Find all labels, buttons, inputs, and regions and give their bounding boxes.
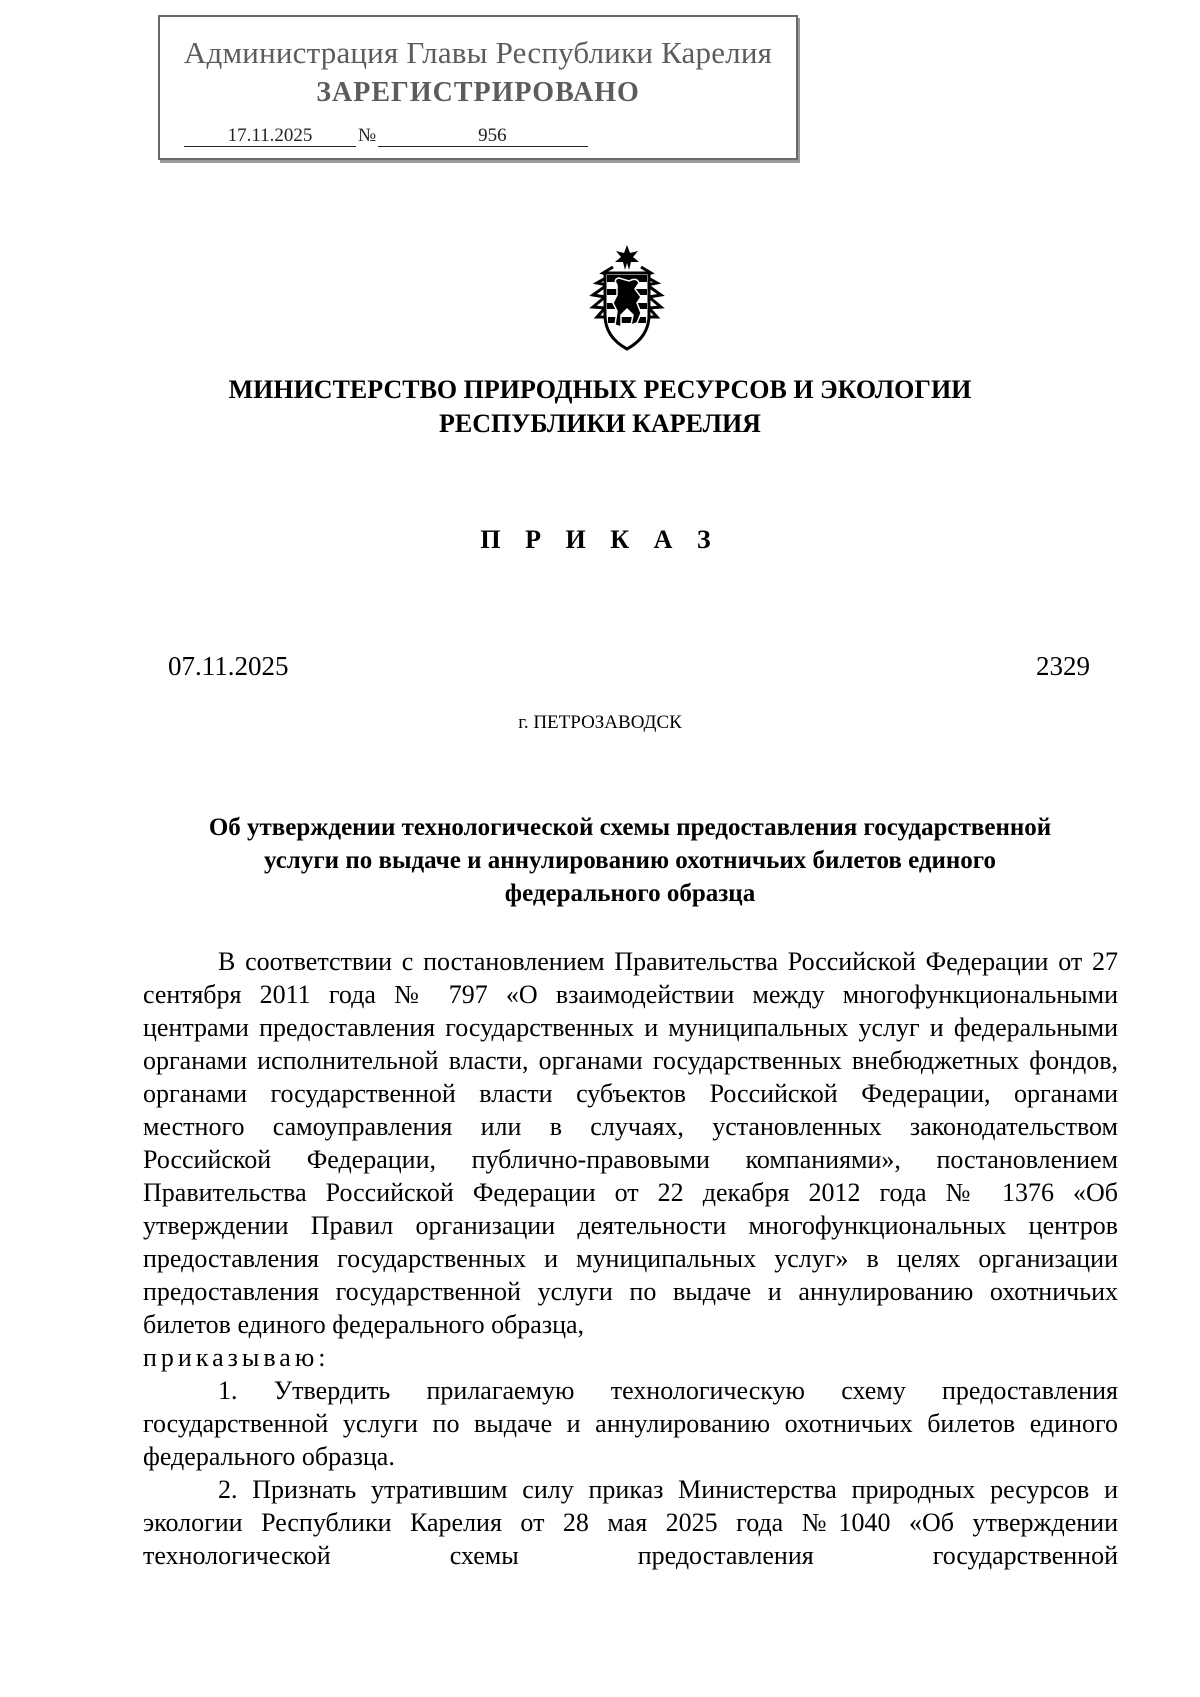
document-number: 2329 <box>1036 651 1090 681</box>
stamp-registration-line <box>184 125 588 147</box>
subject-line-3: федерального образца <box>504 880 756 907</box>
preamble-paragraph <box>143 945 1118 1374</box>
registration-stamp <box>158 15 798 160</box>
subject-line-1: Об утверждении технологической схемы предоставления государственной <box>208 814 1052 841</box>
ministry-name <box>0 373 1200 441</box>
subject-line-2: услуги по выдаче и аннулированию охотничьих билетов единого <box>263 847 997 874</box>
ministry-line-2: РЕСПУБЛИКИ КАРЕЛИЯ <box>439 409 761 438</box>
stamp-organization: Администрация Главы Республики Карелия <box>183 35 773 70</box>
stamp-date: 17.11.2025 <box>184 126 356 147</box>
stamp-number-sign: № <box>358 125 377 146</box>
order-item-2: 2. Признать утратившим силу приказ Министерства природных ресурсов и экологии Республики Карелия от 28 мая 2025 года №1040 «Об утверждении технологической схемы предоставления государственной <box>143 1475 1118 1570</box>
preamble-text: В соответствии с постановлением Правительства Российской Федерации от 27 сентября 2011 года № 797 «О взаимодействии между многофункциональными центрами предоставления государственных и муниципальных услуг и федеральными органами исполнительной власти, органами государственных внебюджетных фондов, органами государственной власти субъектов Российской Федерации, органами местного самоуправления или в случаях, установленных законодательством Российской Федерации, публично-правовыми компаниями», постановлением Правительства Российской Федерации от 22 декабря 2012 года № 1376 «Об утверждении Правил организации деятельности многофункциональных центров предоставления государственных и муниципальных услуг» в целях организации предоставления государственной услуги по выдаче и аннулированию охотничьих билетов единого федерального образца, <box>143 947 1118 1339</box>
stamp-number: 956 <box>378 126 588 147</box>
document-body <box>143 945 1118 1572</box>
order-item-1: 1. Утвердить прилагаемую технологическую схему предоставления государственной услуги по выдаче и аннулированию охотничьих билетов единого федерального образца. <box>143 1376 1118 1471</box>
ministry-line-1: МИНИСТЕРСТВО ПРИРОДНЫХ РЕСУРСОВ И ЭКОЛОГИИ <box>228 375 972 404</box>
karelia-coat-of-arms-icon <box>583 245 671 351</box>
document-date: 07.11.2025 <box>168 651 289 681</box>
document-type: П Р И К А З <box>480 525 720 554</box>
document-subject <box>140 811 1120 910</box>
order-word: приказываю: <box>143 1343 330 1372</box>
document-city: г. ПЕТРОЗАВОДСК <box>518 712 682 733</box>
stamp-status: ЗАРЕГИСТРИРОВАНО <box>316 77 640 108</box>
